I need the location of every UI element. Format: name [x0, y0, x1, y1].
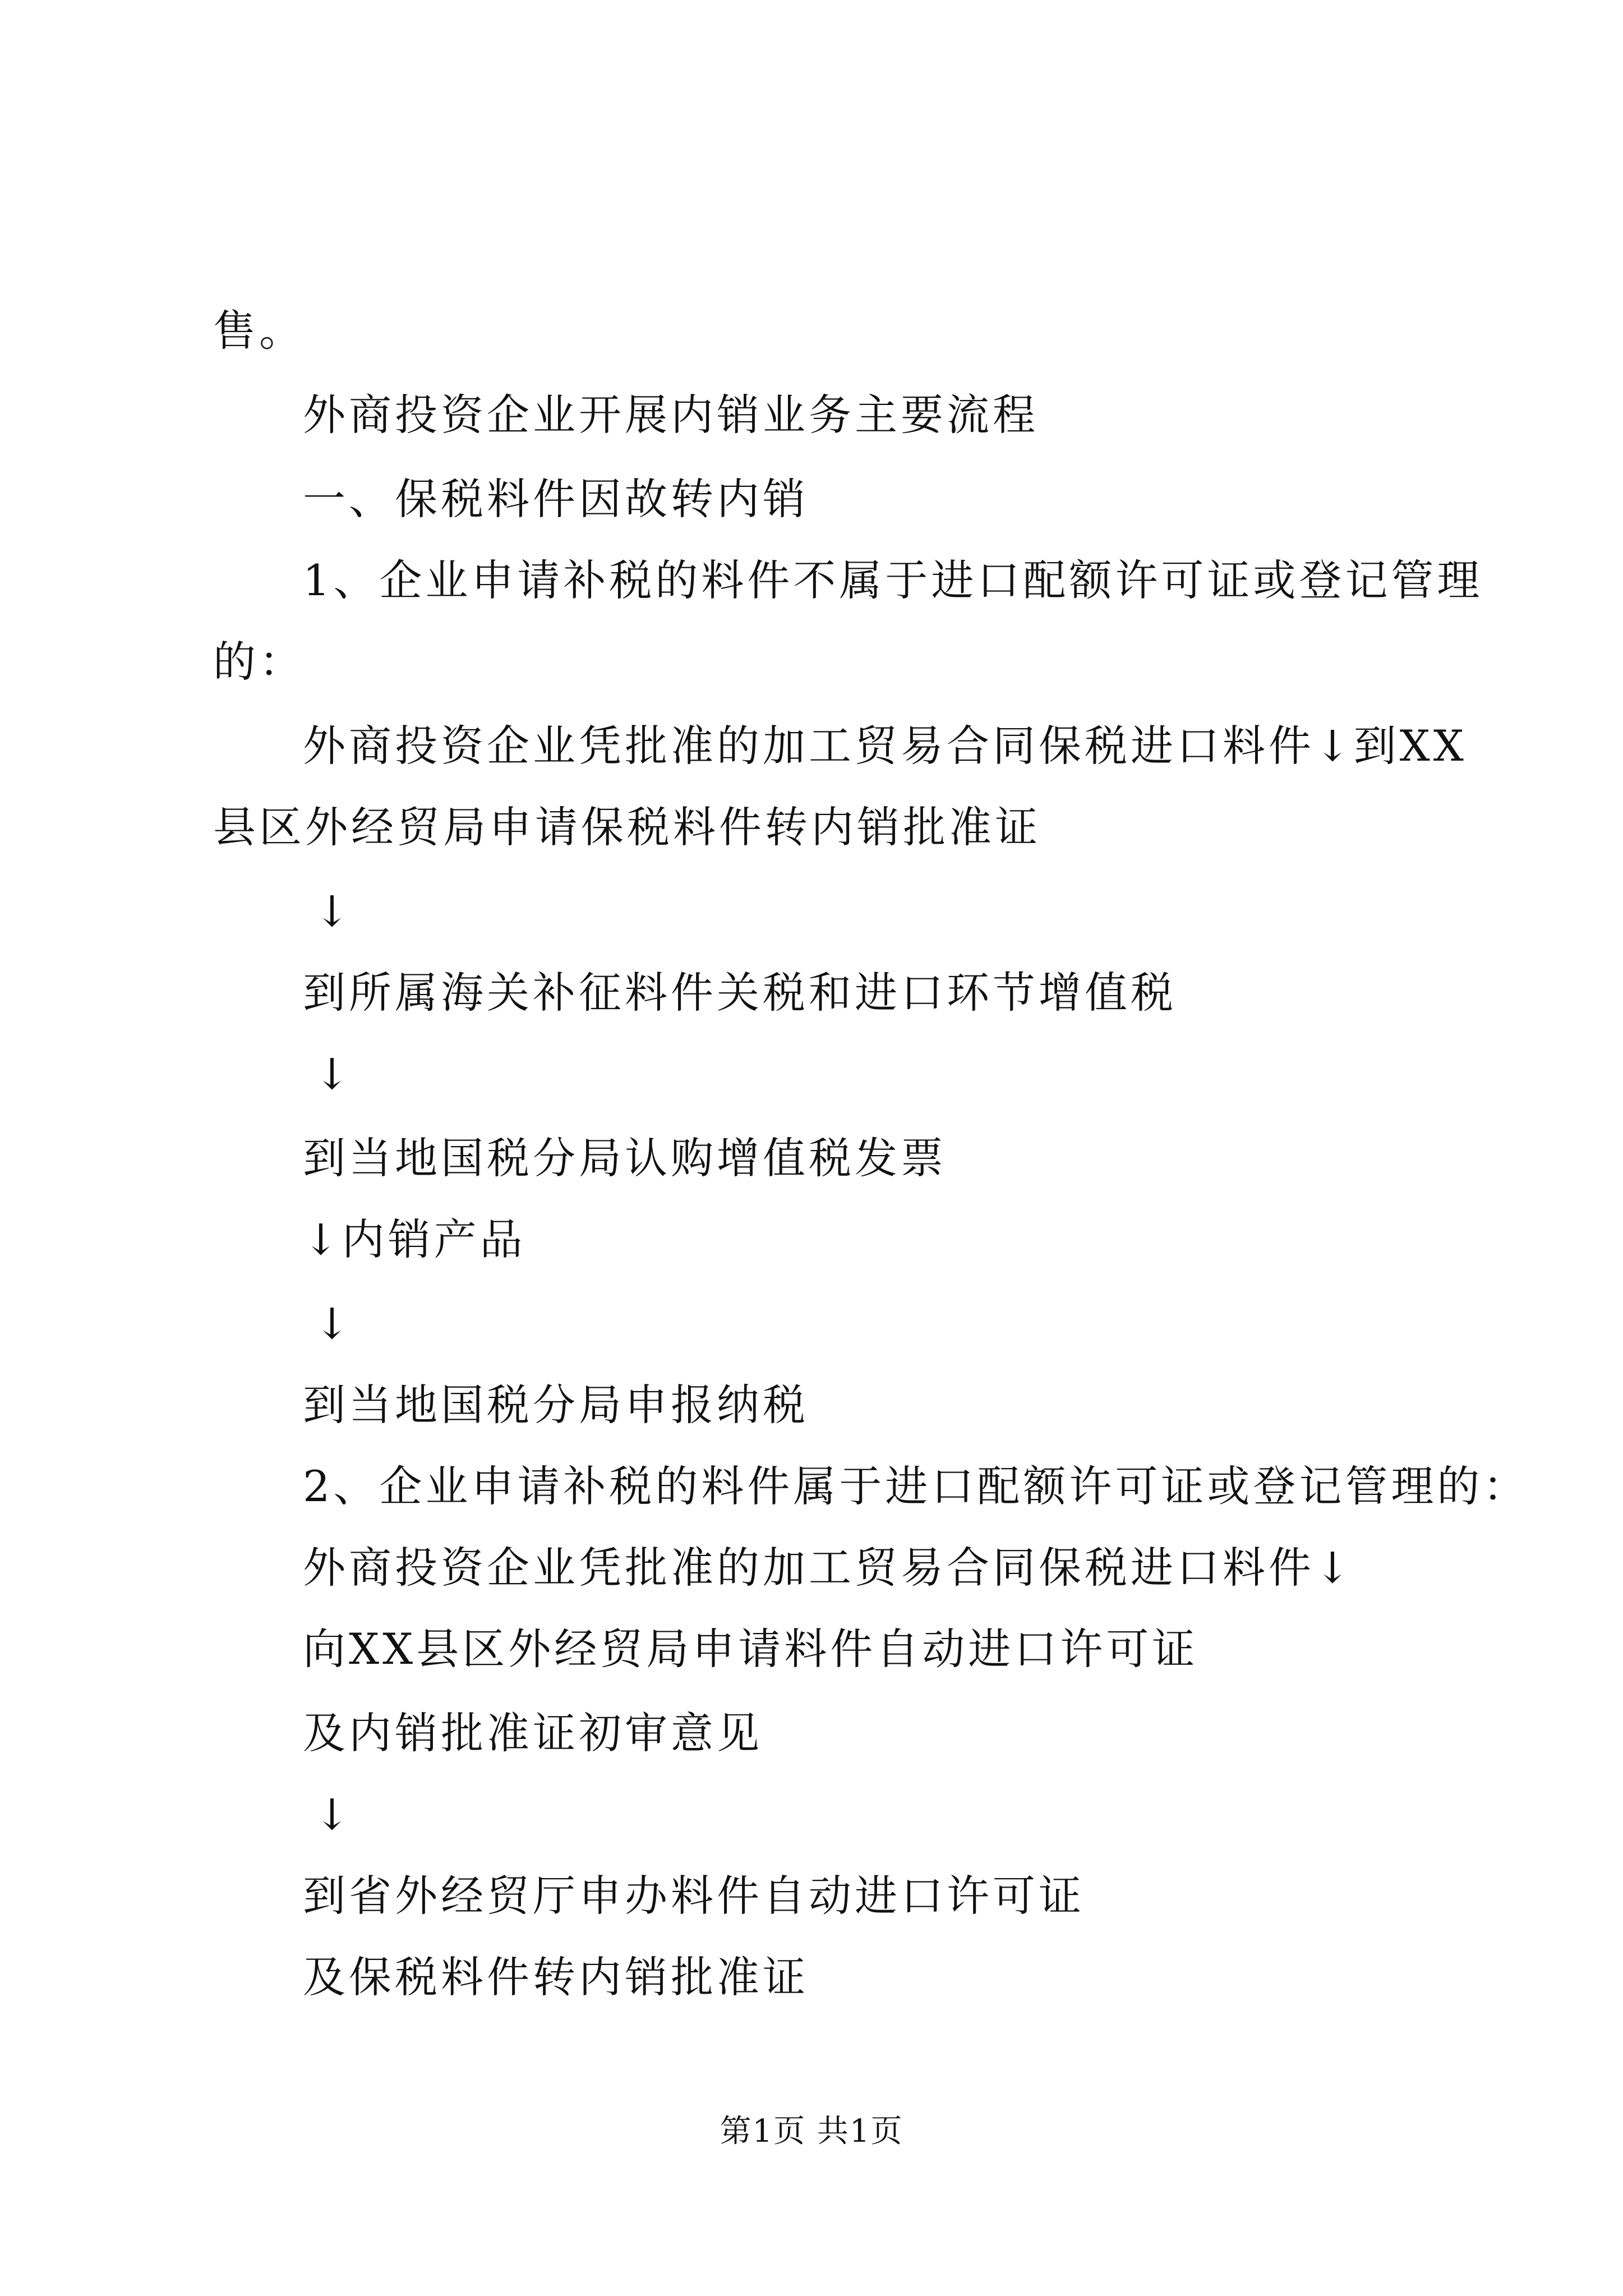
text-line: 县区外经贸局申请保税料件转内销批准证: [213, 802, 1041, 852]
text-line: 2、企业申请补税的料件属于进口配额许可证或登记管理的：: [303, 1461, 1529, 1511]
subsection-heading: 一、保税料件因故转内销: [303, 474, 809, 524]
flow-arrow: ↓: [314, 1299, 353, 1349]
text-line: 到当地国税分局申报纳税: [303, 1380, 809, 1430]
section-heading: 外商投资企业开展内销业务主要流程: [303, 390, 1039, 440]
text-line: 到当地国税分局认购增值税发票: [303, 1133, 947, 1183]
text-line: 及内销批准证初审意见: [303, 1708, 763, 1758]
text-line: 到省外经贸厅申办料件自动进口许可证: [303, 1871, 1085, 1921]
text-line: 向XX县区外经贸局申请料件自动进口许可证: [303, 1624, 1198, 1674]
text-line: 的：: [213, 637, 305, 687]
flow-arrow: ↓: [314, 1049, 353, 1099]
text-line: 到所属海关补征料件关税和进口环节增值税: [303, 968, 1177, 1018]
text-line: ↓内销产品: [303, 1214, 526, 1264]
flow-arrow: ↓: [314, 1789, 353, 1839]
text-line: 及保税料件转内销批准证: [303, 1952, 809, 2002]
text-line: 外商投资企业凭批准的加工贸易合同保税进口料件↓到XX: [303, 721, 1467, 771]
text-line: 1、企业申请补税的料件不属于进口配额许可证或登记管理: [303, 555, 1483, 605]
text-line: 售。: [213, 306, 305, 356]
page-footer: 第1页 共1页: [720, 2113, 903, 2150]
flow-arrow: ↓: [314, 886, 353, 936]
text-line: 外商投资企业凭批准的加工贸易合同保税进口料件↓: [303, 1543, 1354, 1593]
